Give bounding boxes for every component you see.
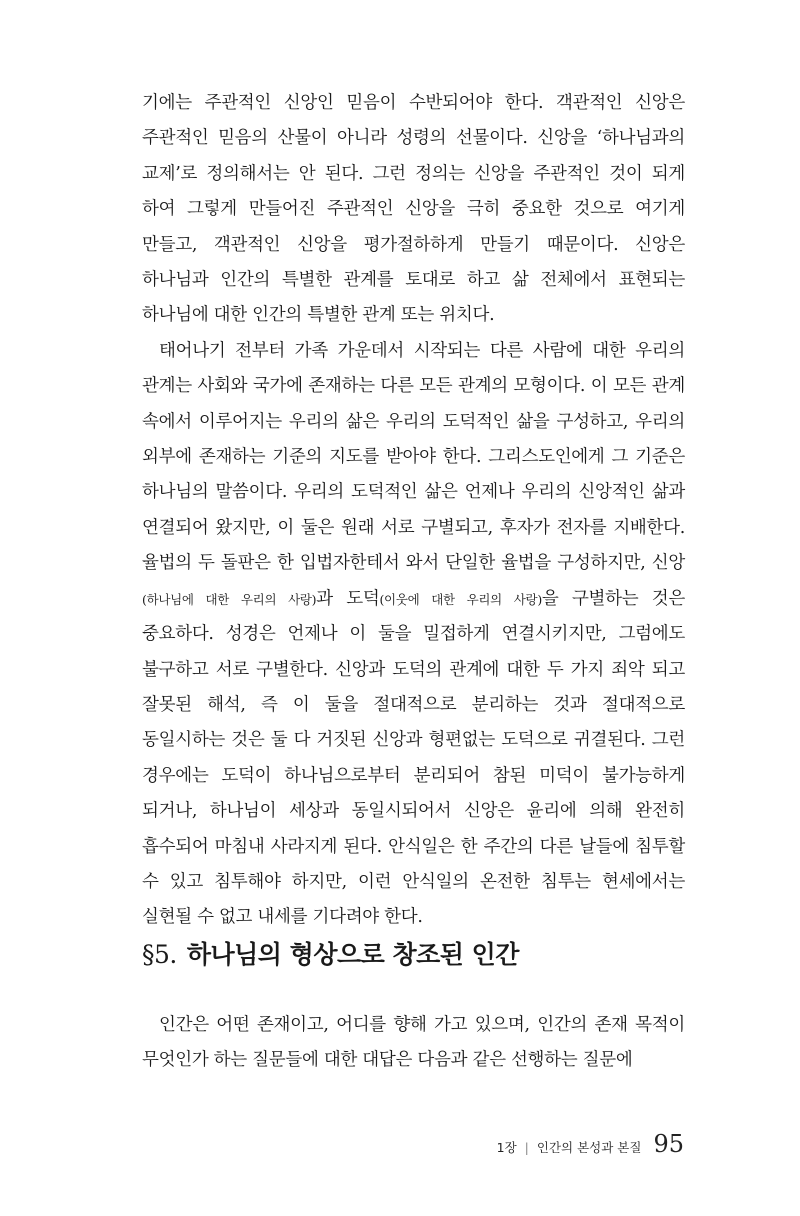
paragraph-2-note-faith: (하나님에 대한 우리의 사랑) [142, 591, 317, 607]
paragraph-2-note-morality: (이웃에 대한 우리의 사랑) [379, 591, 542, 607]
footer-separator: | [524, 1140, 529, 1155]
paragraph-2-text-c: 을 구별하는 것은 중요하다. 성경은 언제나 이 둘을 밀접하게 연결시키지만, 그럼에도 불구하고 서로 구별한다. 신앙과 도덕의 관계에 대한 두 가지 죄악 되고 잘못된 해석, 즉 이 둘을 절대적으로 분리하는 것과 절대적으로 동일시하는 것은 둘 다 거짓된 신앙과 형편없는 도덕으로 귀결된다. 그런 경우에는 도덕이 하나님으로부터 분리되어 참된 미덕이 불가능하게 되거나, 하나님이 세상과 동일시되어서 신앙은 윤리에 의해 완전히 흡수되어 마침내 사라지게 된다. 안식일은 한 주간의 다른 날들에 침투할 수 있고 침투해야 하지만, 이런 안식일의 온전한 침투는 현세에서는 실현될 수 없고 내세를 기다려야 한다. [142, 588, 686, 928]
paragraph-3: 인간은 어떤 존재이고, 어디를 향해 가고 있으며, 인간의 존재 목적이 무엇인가 하는 질문들에 대한 대답은 다음과 같은 선행하는 질문에 [142, 1015, 685, 1071]
section-number: §5. [142, 940, 177, 969]
page-number: 95 [653, 1130, 684, 1158]
footer-chapter: 1장 [496, 1140, 517, 1155]
paragraph-1: 기에는 주관적인 신앙인 믿음이 수반되어야 한다. 객관적인 신앙은 주관적인 믿음의 산물이 아니라 성령의 선물이다. 신앙을 ‘하나님과의 교제’로 정의해서는 안 된다. 그런 정의는 신앙을 주관적인 것이 되게 하여 그렇게 만들어진 주관적인 신앙을 극히 중요한 것으로 여기게 만들고, 객관적인 신앙을 평가절하하게 만들기 때문이다. 신앙은 하나님과 인간의 특별한 관계를 토대로 하고 삶 전체에서 표현되는 하나님에 대한 인간의 특별한 관계 또는 위치다. [142, 93, 685, 326]
section-body [142, 1008, 685, 1079]
body-text [142, 86, 685, 936]
page-footer [497, 1130, 684, 1158]
paragraph-2 [142, 334, 685, 936]
paragraph-2-text-b: 과 도덕 [316, 588, 380, 609]
section-heading [142, 935, 685, 971]
paragraph-2-text-a: 태어나기 전부터 가족 가운데서 시작되는 다른 사람에 대한 우리의 관계는 사회와 국가에 존재하는 다른 모든 관계의 모형이다. 이 모든 관계 속에서 이루어지는 우리의 삶은 우리의 도덕적인 삶을 구성하고, 우리의 외부에 존재하는 기준의 지도를 받아야 한다. 그리스도인에게 그 기준은 하나님의 말씀이다. 우리의 도덕적인 삶은 언제나 우리의 신앙적인 삶과 연결되어 왔지만, 이 둘은 원래 서로 구별되고, 후자가 전자를 지배한다. 율법의 두 돌판은 한 입법자한테서 와서 단일한 율법을 구성하지만, 신앙 [142, 340, 685, 574]
section-title: 하나님의 형상으로 창조된 인간 [186, 940, 519, 969]
footer-chapter-title: 인간의 본성과 본질 [536, 1140, 642, 1155]
